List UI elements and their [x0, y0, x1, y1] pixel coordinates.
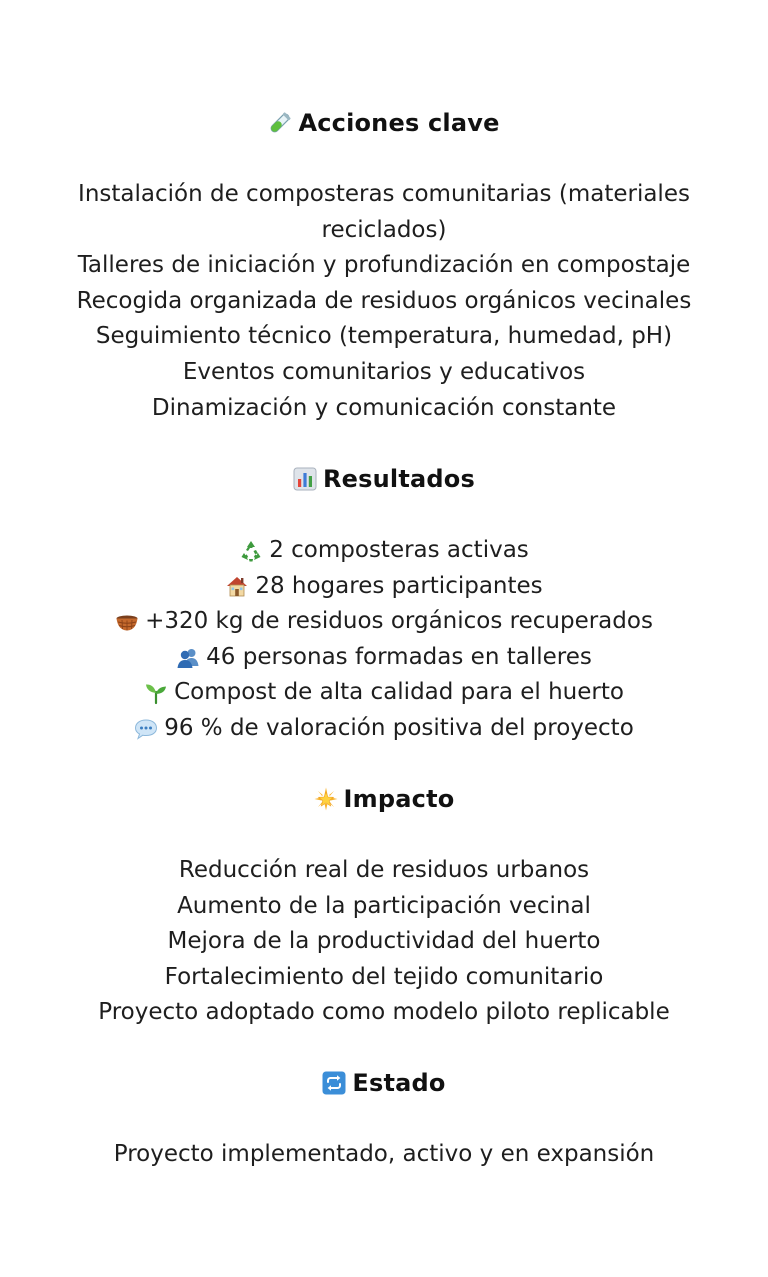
list-item: Instalación de composteras comunitarias (materiales reciclados) [78, 181, 690, 243]
list-item [0, 640, 768, 676]
section-impacto [0, 782, 768, 1031]
list-item: Dinamización y comunicación constante [151, 394, 617, 421]
list-item: Aumento de la participación vecinal [177, 892, 591, 919]
list-item: Eventos comunitarios y educativos [182, 358, 586, 385]
star-icon [314, 787, 338, 811]
section-heading-resultados [0, 462, 768, 496]
section-heading-impacto [0, 782, 768, 816]
house-icon [225, 574, 249, 598]
list-item [0, 604, 768, 640]
section-title-impacto: Impacto [343, 785, 455, 813]
list-item [0, 533, 768, 569]
bar-chart-icon [293, 467, 317, 491]
seedling-icon [144, 681, 168, 705]
section-acciones [0, 106, 768, 426]
list-acciones [0, 177, 768, 426]
section-title-estado: Estado [352, 1069, 446, 1097]
speech-bubble-icon [134, 717, 158, 741]
list-item: Seguimiento técnico (temperatura, humedad, pH) [95, 323, 673, 350]
list-item: Proyecto adoptado como modelo piloto replicable [98, 999, 670, 1026]
status-text: Proyecto implementado, activo y en expansión [113, 1141, 655, 1167]
basket-icon [115, 610, 139, 634]
list-item-text: Compost de alta calidad para el huerto [174, 679, 624, 706]
list-item-text: 28 hogares participantes [255, 572, 543, 599]
list-impacto [0, 853, 768, 1031]
list-item-text: 96 % de valoración positiva del proyecto [164, 714, 634, 741]
repeat-icon [322, 1071, 346, 1095]
list-item-text: 2 composteras activas [269, 537, 529, 563]
list-item-text: 46 personas formadas en talleres [206, 643, 592, 670]
list-item: Mejora de la productividad del huerto [167, 928, 601, 955]
list-item [0, 711, 768, 747]
list-item [0, 569, 768, 605]
test-tube-icon [268, 111, 292, 135]
list-item: Reducción real de residuos urbanos [178, 857, 590, 883]
section-resultados [0, 462, 768, 747]
recycle-icon [239, 539, 263, 563]
list-item: Recogida organizada de residuos orgánicos vecinales [76, 287, 692, 314]
section-heading-estado [0, 1066, 768, 1100]
people-icon [176, 646, 200, 670]
list-item: Fortalecimiento del tejido comunitario [164, 963, 604, 990]
list-estado [0, 1137, 768, 1173]
section-title-acciones: Acciones clave [298, 109, 500, 137]
list-item-text: +320 kg de residuos orgánicos recuperados [145, 608, 653, 635]
list-item [0, 675, 768, 711]
section-estado [0, 1066, 768, 1173]
section-heading-acciones [0, 106, 768, 140]
list-resultados [0, 533, 768, 747]
list-item: Talleres de iniciación y profundización en compostaje [77, 252, 691, 279]
section-title-resultados: Resultados [323, 465, 475, 493]
